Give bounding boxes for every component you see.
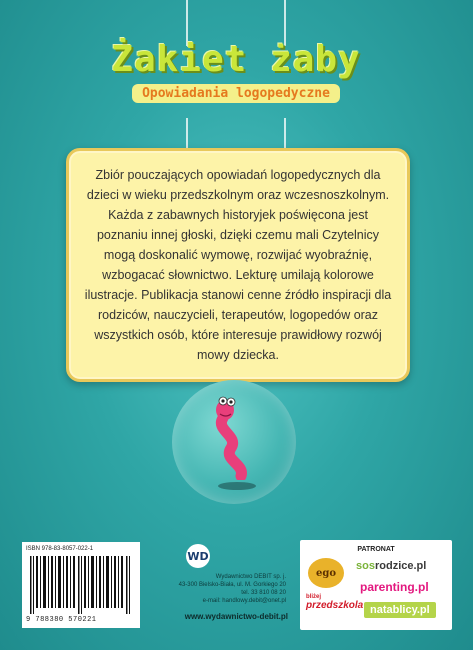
sos-text: sos [356, 560, 375, 572]
rodzice-text: rodzice.pl [374, 560, 427, 572]
publisher-website[interactable]: www.wydawnictwo-debit.pl [184, 612, 288, 621]
barcode [22, 542, 140, 628]
natablicy-logo: natablicy.pl [364, 602, 436, 618]
publisher-phone: tel. 33 810 08 20 [241, 590, 286, 596]
blizej-przedszkola-logo [306, 594, 364, 622]
publisher-address: 43-300 Bielsko-Biała, ul. M. Gorkiego 20 [178, 582, 286, 588]
worm-illustration [205, 390, 265, 480]
description-panel [66, 148, 410, 382]
hanging-string [186, 118, 188, 150]
blizej-text: bliżej [306, 594, 322, 600]
patronage-panel [300, 540, 452, 630]
publisher-email[interactable]: e-mail: handlowy.debit@onet.pl [202, 598, 286, 604]
sosrodzice-logo [356, 560, 426, 572]
publisher-name: Wydawnictwo DEBIT sp. j. [215, 574, 286, 580]
book-title: Żakiet żaby [111, 39, 361, 80]
barcode-bars [30, 556, 132, 614]
worm-shadow [218, 482, 256, 490]
hanging-string [284, 118, 286, 150]
publisher-logo-text: WD [187, 550, 209, 563]
book-subtitle: Opowiadania logopedyczne [132, 84, 340, 103]
przedszkola-text: przedszkola [306, 600, 364, 611]
title-block [110, 40, 362, 103]
parenting-logo: parenting.pl [360, 580, 429, 594]
patronage-label: PATRONAT [357, 546, 395, 553]
book-description: Zbiór pouczających opowiadań logopedycznych dla dzieci w wieku przedszkolnym oraz wczesnoszkolnym. Każda z zabawnych historyjek poświęcona jest poznaniu innej głoski, dzięki czemu mali Czytelnicy mogą doskonalić wymowę, rozwijać wyobraźnię, wzbogacać słownictwo. Lekturę umilają kolorowe ilustracje. Publikacja stanowi cenne źródło inspiracji dla rodziców, nauczycieli, terapeutów, logopedów oraz wszystkich osób, które interesuje prawidłowy rozwój mowy dziecka. [84, 168, 392, 362]
isbn-label: ISBN 978-83-8057-022-1 [26, 546, 94, 552]
ego-logo: ego [308, 558, 344, 588]
publisher-logo [180, 540, 216, 570]
barcode-number: 9 788380 570221 [26, 616, 97, 624]
